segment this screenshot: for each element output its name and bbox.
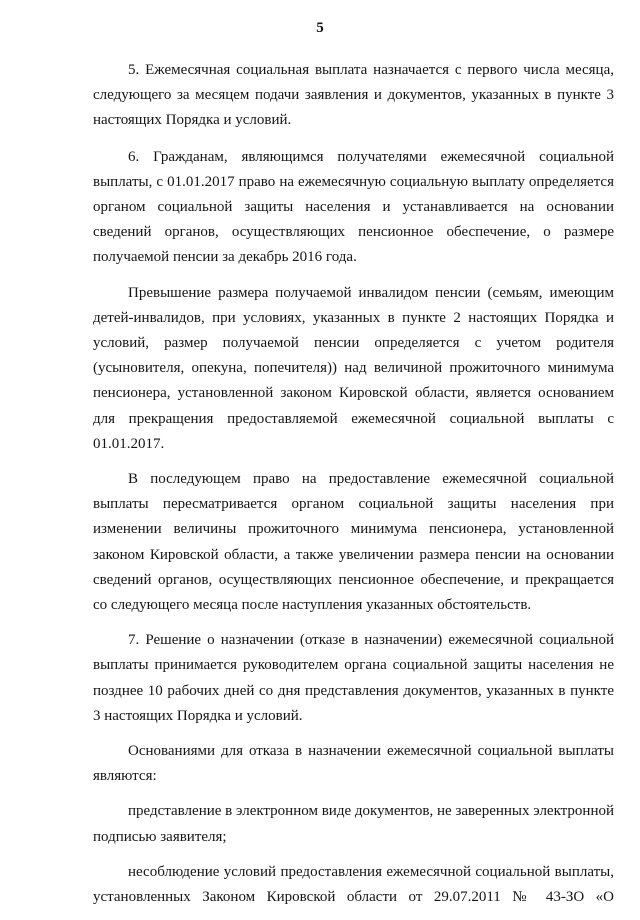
paragraph-item-5: 5. Ежемесячная социальная выплата назначается с первого числа месяца, следующего за месяцем подачи заявления и документов, указанных в пункте 3 настоящих Порядка и условий. [93, 62, 614, 129]
paragraph-refusal-unsigned-documents: представление в электронном виде документов, не заверенных электронной подписью заявителя; [93, 803, 614, 845]
page-number: 5 [316, 20, 324, 36]
paragraph-refusal-conditions: несоблюдение условий предоставления ежемесячной социальной выплаты, установленных Законом Кировской области от 29.07.2011 № 43-ЗО «О [93, 863, 614, 906]
paragraph-subsequent-review: В последующем право на предоставление ежемесячной социальной выплаты пересматривается органом социальной защиты населения при изменении величины прожиточного минимума пенсионера, установленной законом Кировской области, а также увеличении размера пенсии на основании сведений органов, осуществляющих пенсионное обеспечение, и прекращается со следующего месяца после наступления указанных обстоятельств. [93, 471, 614, 614]
document-body [93, 58, 614, 920]
paragraph-item-7: 7. Решение о назначении (отказе в назначении) ежемесячной социальной выплаты принимается руководителем органа социальной защиты населения не позднее 10 рабочих дней со дня представления документов, указанных в пункте 3 настоящих Порядка и условий. [93, 632, 614, 724]
paragraph-item-6: 6. Гражданам, являющимся получателями ежемесячной социальной выплаты, с 01.01.2017 право на ежемесячную социальную выплату определяется органом социальной защиты населения и устанавливается на основании сведений органов, осуществляющих пенсионное обеспечение, о размере получаемой пенсии за декабрь 2016 года. [93, 148, 614, 266]
paragraph-pension-excess: Превышение размера получаемой инвалидом пенсии (семьям, имеющим детей-инвалидов, при условиях, указанных в пункте 2 настоящих Порядка и условий, размер получаемой пенсии определяется с учетом родителя (усыновителя, опекуна, попечителя)) над величиной прожиточного минимума пенсионера, установленной законом Кировской области, является основанием для прекращения предоставляемой ежемесячной социальной выплаты с 01.01.2017. [93, 284, 614, 452]
paragraph-refusal-grounds: Основаниями для отказа в назначении ежемесячной социальной выплаты являются: [93, 743, 614, 785]
